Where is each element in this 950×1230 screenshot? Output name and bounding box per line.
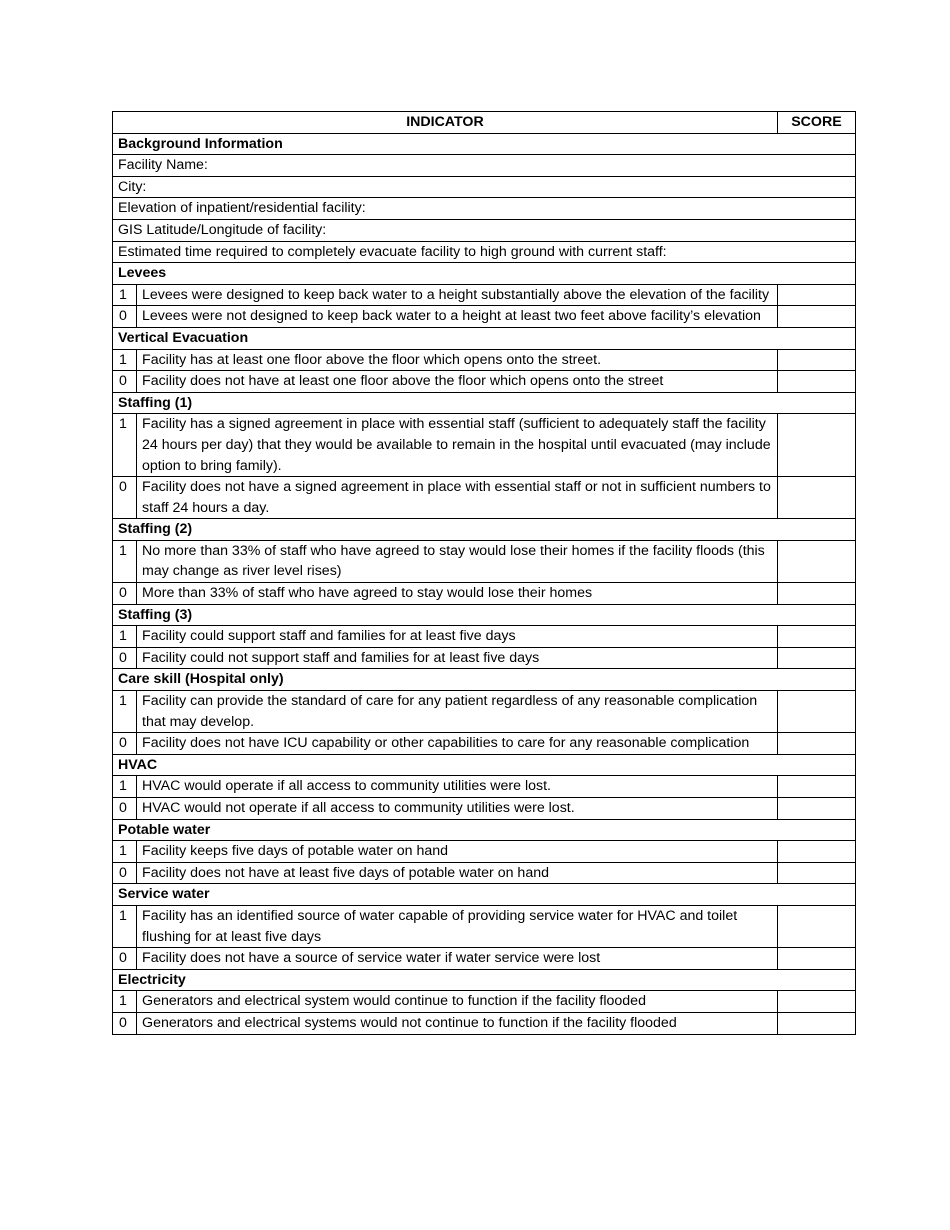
- criterion-row: [113, 948, 856, 970]
- table-body: [113, 133, 856, 1034]
- criterion-text: Facility can provide the standard of care for any patient regardless of any reasonable complication that may develop.: [137, 691, 778, 733]
- criterion-points: 0: [113, 862, 137, 884]
- criterion-row: [113, 691, 856, 733]
- criterion-points: 1: [113, 776, 137, 798]
- criterion-text: More than 33% of staff who have agreed to stay would lose their homes: [137, 583, 778, 605]
- indicator-score-table: [112, 111, 856, 1035]
- criterion-row: [113, 540, 856, 582]
- criterion-row: [113, 284, 856, 306]
- section-row: [113, 392, 856, 414]
- criterion-points: 1: [113, 414, 137, 477]
- background-field-row: [113, 198, 856, 220]
- section-title: Care skill (Hospital only): [113, 669, 856, 691]
- criterion-text: Generators and electrical system would continue to function if the facility flooded: [137, 991, 778, 1013]
- criterion-points: 0: [113, 733, 137, 755]
- section-row: [113, 754, 856, 776]
- criterion-text: Levees were not designed to keep back water to a height at least two feet above facility’s elevation: [137, 306, 778, 328]
- criterion-row: [113, 371, 856, 393]
- section-title: Electricity: [113, 969, 856, 991]
- criterion-points: 1: [113, 540, 137, 582]
- criterion-points: 0: [113, 371, 137, 393]
- score-input-cell[interactable]: [777, 477, 855, 519]
- criterion-points: 1: [113, 841, 137, 863]
- criterion-text: Facility does not have at least one floor above the floor which opens onto the street: [137, 371, 778, 393]
- section-row: [113, 263, 856, 285]
- criterion-points: 1: [113, 284, 137, 306]
- section-row-background: [113, 133, 856, 155]
- section-row: [113, 884, 856, 906]
- background-field-label: Estimated time required to completely evacuate facility to high ground with current staff:: [113, 241, 856, 263]
- section-title: Levees: [113, 263, 856, 285]
- section-row: [113, 327, 856, 349]
- criterion-text: Generators and electrical systems would not continue to function if the facility flooded: [137, 1012, 778, 1034]
- criterion-row: [113, 414, 856, 477]
- score-input-cell[interactable]: [777, 414, 855, 477]
- criterion-points: 0: [113, 1012, 137, 1034]
- criterion-points: 0: [113, 583, 137, 605]
- criterion-row: [113, 306, 856, 328]
- section-row: [113, 819, 856, 841]
- criterion-row: [113, 733, 856, 755]
- criterion-text: Facility does not have a signed agreement in place with essential staff or not in sufficient numbers to staff 24 hours a day.: [137, 477, 778, 519]
- score-input-cell[interactable]: [777, 905, 855, 947]
- criterion-points: 0: [113, 306, 137, 328]
- criterion-text: Facility has an identified source of water capable of providing service water for HVAC and toilet flushing for at least five days: [137, 905, 778, 947]
- score-input-cell[interactable]: [777, 1012, 855, 1034]
- score-input-cell[interactable]: [777, 691, 855, 733]
- criterion-row: [113, 991, 856, 1013]
- section-title: Staffing (3): [113, 604, 856, 626]
- criterion-points: 0: [113, 477, 137, 519]
- criterion-text: Facility keeps five days of potable water on hand: [137, 841, 778, 863]
- indicator-column-header: INDICATOR: [113, 112, 778, 134]
- table-header-row: [113, 112, 856, 134]
- criterion-text: Facility has a signed agreement in place with essential staff (sufficient to adequately staff the facility 24 hours per day) that they would be available to remain in the hospital until evacuated (may include option to bring family).: [137, 414, 778, 477]
- section-row: [113, 519, 856, 541]
- criterion-points: 0: [113, 948, 137, 970]
- criterion-points: 1: [113, 691, 137, 733]
- score-input-cell[interactable]: [777, 862, 855, 884]
- criterion-text: No more than 33% of staff who have agreed to stay would lose their homes if the facility floods (this may change as river level rises): [137, 540, 778, 582]
- criterion-points: 1: [113, 349, 137, 371]
- criterion-text: Facility does not have at least five days of potable water on hand: [137, 862, 778, 884]
- background-field-row: [113, 241, 856, 263]
- criterion-row: [113, 776, 856, 798]
- score-input-cell[interactable]: [777, 841, 855, 863]
- criterion-text: HVAC would operate if all access to community utilities were lost.: [137, 776, 778, 798]
- background-field-label: Facility Name:: [113, 155, 856, 177]
- criterion-points: 1: [113, 905, 137, 947]
- score-input-cell[interactable]: [777, 306, 855, 328]
- criterion-text: Facility could support staff and families for at least five days: [137, 626, 778, 648]
- criterion-row: [113, 862, 856, 884]
- criterion-text: HVAC would not operate if all access to community utilities were lost.: [137, 798, 778, 820]
- score-input-cell[interactable]: [777, 626, 855, 648]
- background-field-label: Elevation of inpatient/residential facility:: [113, 198, 856, 220]
- criterion-row: [113, 647, 856, 669]
- score-input-cell[interactable]: [777, 991, 855, 1013]
- score-input-cell[interactable]: [777, 948, 855, 970]
- section-title: Staffing (1): [113, 392, 856, 414]
- score-input-cell[interactable]: [777, 798, 855, 820]
- score-input-cell[interactable]: [777, 284, 855, 306]
- criterion-points: 0: [113, 647, 137, 669]
- criterion-text: Levees were designed to keep back water to a height substantially above the elevation of the facility: [137, 284, 778, 306]
- score-input-cell[interactable]: [777, 583, 855, 605]
- score-input-cell[interactable]: [777, 647, 855, 669]
- criterion-text: Facility does not have ICU capability or other capabilities to care for any reasonable complication: [137, 733, 778, 755]
- background-field-label: City:: [113, 176, 856, 198]
- score-column-header: SCORE: [777, 112, 855, 134]
- section-title: Staffing (2): [113, 519, 856, 541]
- criterion-row: [113, 1012, 856, 1034]
- section-row: [113, 969, 856, 991]
- background-field-label: GIS Latitude/Longitude of facility:: [113, 219, 856, 241]
- section-title: Vertical Evacuation: [113, 327, 856, 349]
- background-field-row: [113, 176, 856, 198]
- score-input-cell[interactable]: [777, 733, 855, 755]
- score-input-cell[interactable]: [777, 371, 855, 393]
- section-row: [113, 669, 856, 691]
- section-title: HVAC: [113, 754, 856, 776]
- criterion-row: [113, 477, 856, 519]
- criterion-row: [113, 841, 856, 863]
- score-input-cell[interactable]: [777, 540, 855, 582]
- section-title: Potable water: [113, 819, 856, 841]
- criterion-points: 1: [113, 991, 137, 1013]
- section-title: Background Information: [113, 133, 856, 155]
- criterion-text: Facility could not support staff and families for at least five days: [137, 647, 778, 669]
- score-input-cell[interactable]: [777, 349, 855, 371]
- criterion-text: Facility does not have a source of service water if water service were lost: [137, 948, 778, 970]
- criterion-row: [113, 905, 856, 947]
- criterion-points: 1: [113, 626, 137, 648]
- criterion-text: Facility has at least one floor above the floor which opens onto the street.: [137, 349, 778, 371]
- criterion-row: [113, 626, 856, 648]
- background-field-row: [113, 155, 856, 177]
- criterion-points: 0: [113, 798, 137, 820]
- criterion-row: [113, 798, 856, 820]
- criterion-row: [113, 349, 856, 371]
- score-input-cell[interactable]: [777, 776, 855, 798]
- background-field-row: [113, 219, 856, 241]
- criterion-row: [113, 583, 856, 605]
- section-title: Service water: [113, 884, 856, 906]
- section-row: [113, 604, 856, 626]
